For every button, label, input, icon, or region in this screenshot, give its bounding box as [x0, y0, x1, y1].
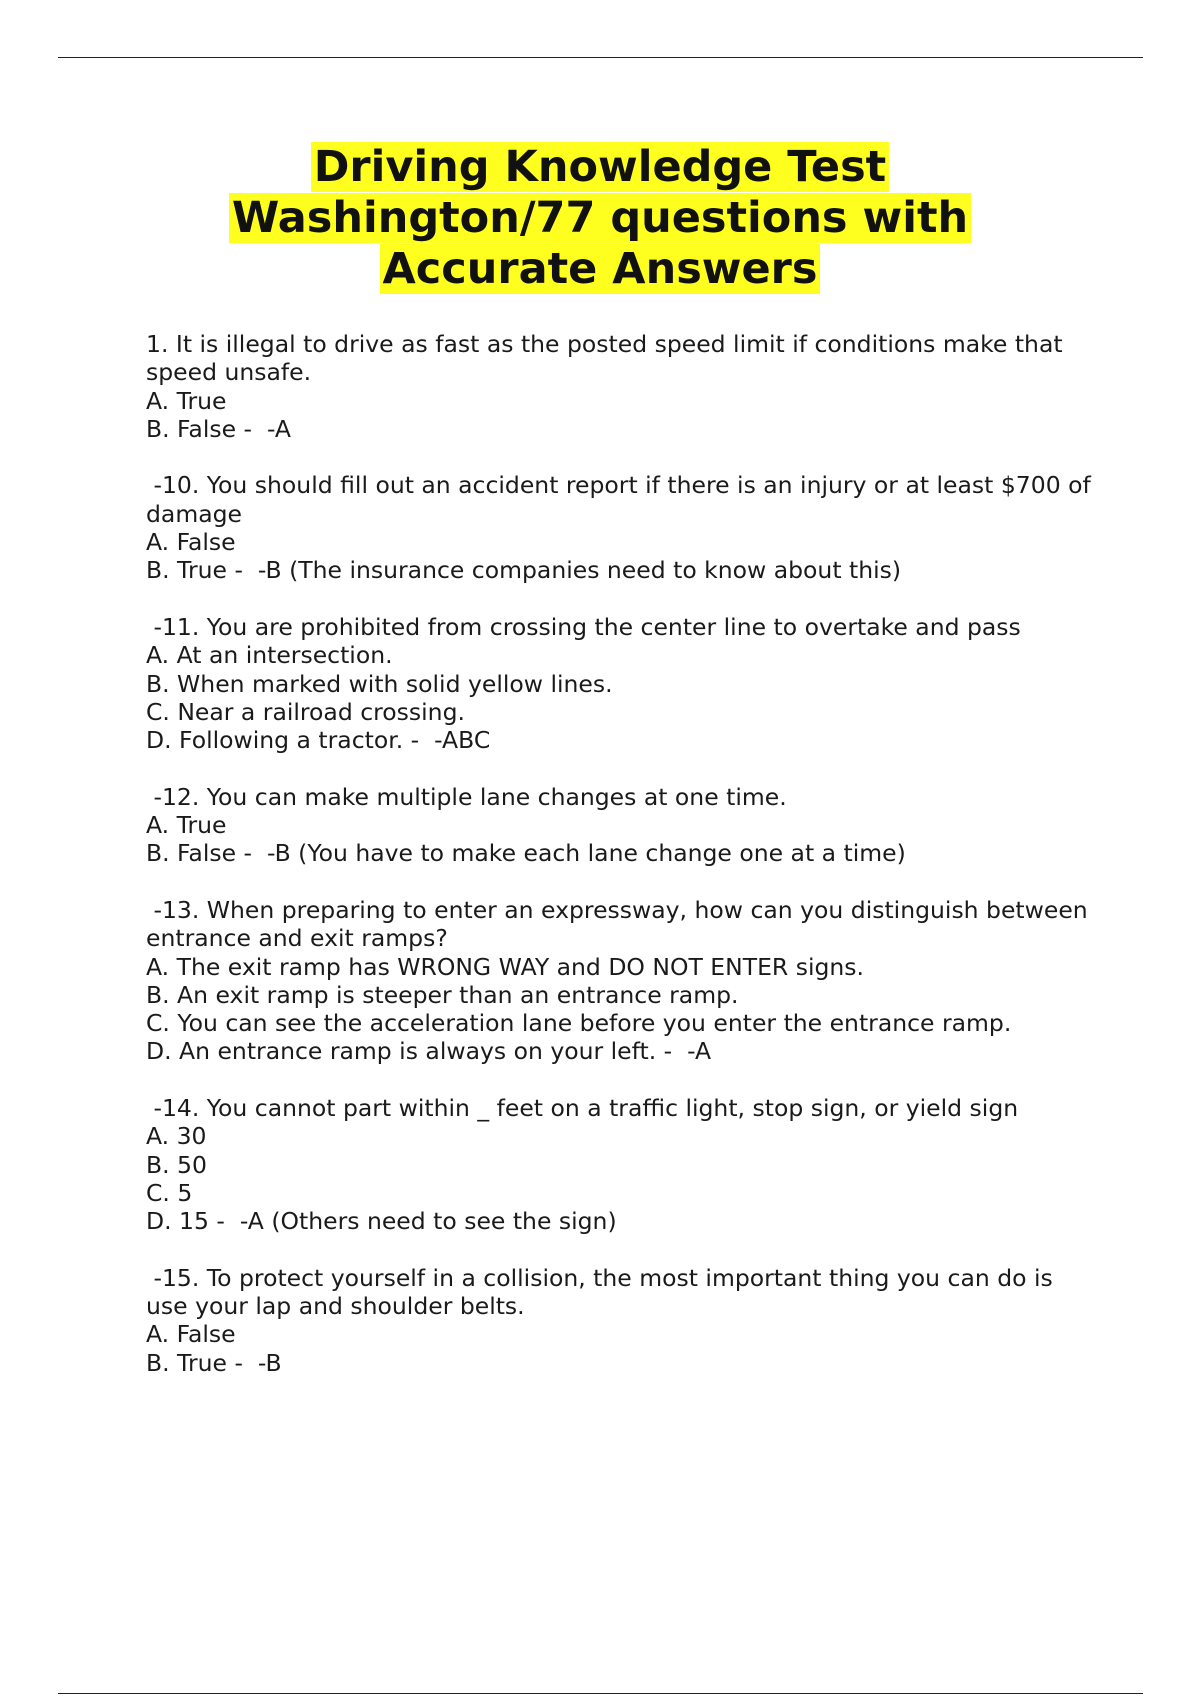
answer-option: A. At an intersection. — [146, 641, 393, 670]
question-text: -15. To protect yourself in a collision, the most important thing you can do is use your lap and shoulder belts. — [146, 1263, 1061, 1321]
answer-option: B. An exit ramp is steeper than an entrance ramp. — [146, 980, 739, 1009]
question-list — [146, 330, 1099, 1405]
answer-option: D. An entrance ramp is always on your left. - -A — [146, 1037, 712, 1066]
answer-option: B. False - -A — [146, 414, 291, 443]
title-line-3: Accurate Answers — [380, 244, 821, 294]
answer-option: A. False — [146, 528, 236, 557]
answer-option: B. True - -B — [146, 1348, 282, 1377]
question-10 — [146, 471, 1099, 585]
answer-option: C. 5 — [146, 1178, 193, 1207]
question-14 — [146, 1094, 1096, 1235]
answer-option: B. When marked with solid yellow lines. — [146, 669, 613, 698]
title-line-1: Driving Knowledge Test — [311, 142, 890, 192]
question-text: -12. You can make multiple lane changes at one time. — [146, 782, 787, 811]
question-text: -11. You are prohibited from crossing the center line to overtake and pass — [146, 612, 1021, 641]
header-rule — [58, 57, 1143, 58]
question-text: 1. It is illegal to drive as fast as the posted speed limit if conditions make that speed unsafe. — [146, 330, 1071, 387]
question-13 — [146, 896, 1096, 1066]
document-title — [0, 142, 1200, 295]
question-15 — [146, 1264, 1096, 1377]
answer-option: A. The exit ramp has WRONG WAY and DO NOT ENTER signs. — [146, 952, 865, 981]
question-12 — [146, 783, 1096, 868]
answer-option: B. False - -B (You have to make each lane change one at a time) — [146, 839, 906, 868]
answer-option: D. 15 - -A (Others need to see the sign) — [146, 1207, 617, 1236]
answer-option: A. 30 — [146, 1122, 207, 1151]
answer-option: A. True — [146, 386, 227, 415]
answer-option: A. True — [146, 811, 227, 840]
title-line-2: Washington/77 questions with — [229, 193, 971, 243]
answer-option: B. True - -B (The insurance companies need to know about this) — [146, 556, 902, 585]
question-text: -10. You should fill out an accident report if there is an injury or at least $700 of damage — [146, 471, 1099, 528]
answer-option: C. Near a railroad crossing. — [146, 697, 465, 726]
answer-option: A. False — [146, 1320, 236, 1349]
answer-option: C. You can see the acceleration lane before you enter the entrance ramp. — [146, 1009, 1012, 1038]
footer-rule — [58, 1693, 1143, 1694]
question-11 — [146, 613, 1096, 754]
answer-option: D. Following a tractor. - -ABC — [146, 726, 491, 755]
question-1 — [146, 330, 1096, 443]
question-text: -13. When preparing to enter an expressway, how can you distinguish between entrance and exit ramps? — [146, 895, 1096, 953]
question-text: -14. You cannot part within _ feet on a traffic light, stop sign, or yield sign — [146, 1094, 1019, 1123]
answer-option: B. 50 — [146, 1150, 207, 1179]
